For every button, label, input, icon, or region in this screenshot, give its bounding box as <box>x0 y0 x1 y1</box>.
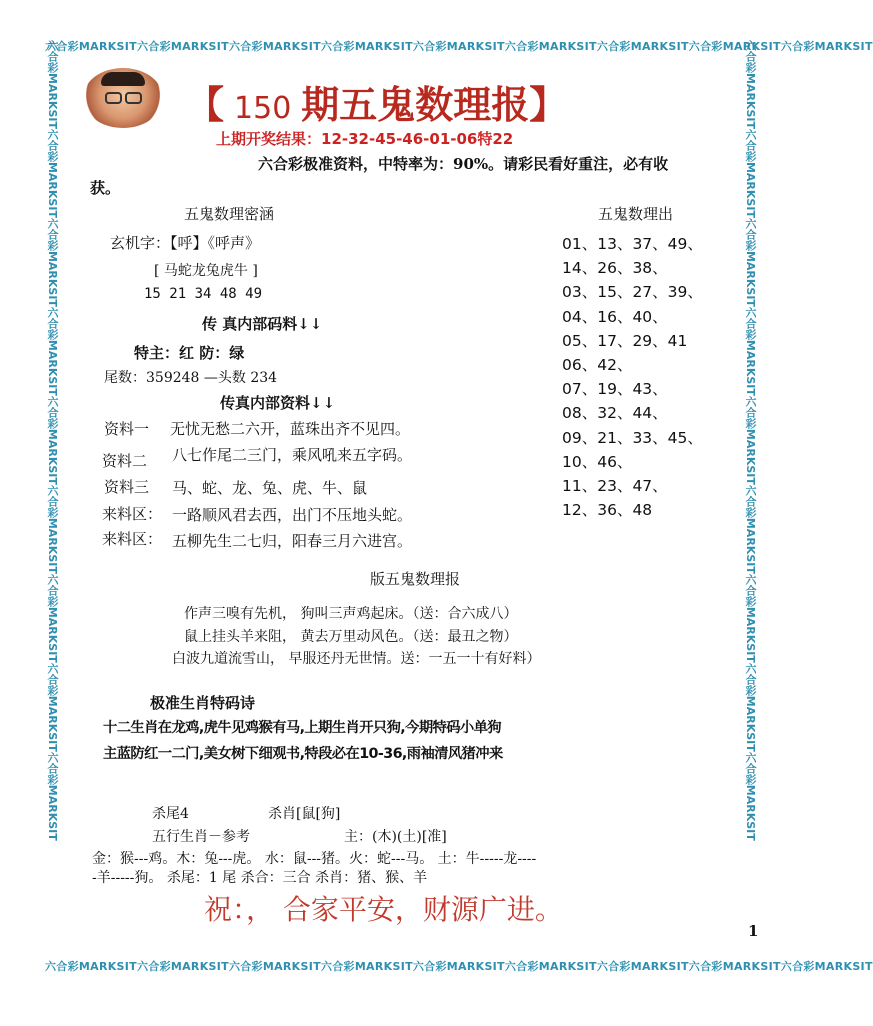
frame-bottom: 六合彩MARKSIT六合彩MARKSIT六合彩MARKSIT六合彩MARKSIT六合彩MARKSIT六合彩MARKSIT六合彩MARKSIT六合彩MARKSIT六合彩MARKSIT <box>45 960 873 973</box>
right-number-row: 05、17、29、41 <box>562 331 688 350</box>
blessing: 祝：， 合家平安，财源广进。 <box>204 893 563 926</box>
ziliao-text-4: 一路顺风君去西，出门不压地头蛇。 <box>172 506 413 524</box>
right-number-row: 03、15、27、39、 <box>562 283 703 302</box>
fax-line-2: 传真内部资料↓↓ <box>220 394 336 412</box>
right-number-row: 08、32、44、 <box>562 404 668 423</box>
wuxing-label: 五行生肖－参考 <box>152 829 250 845</box>
title-bracket-left: 【 <box>186 83 225 127</box>
fax-line-1: 传 真内部码料↓↓ <box>202 315 323 333</box>
poem-line-1: 作声三嗅有先机， 狗叫三声鸡起床。（送：合六成八） <box>184 606 518 622</box>
right-number-row: 04、16、40、 <box>562 307 668 326</box>
right-heading: 五鬼数理出 <box>598 205 674 223</box>
version-heading: 版五鬼数理报 <box>370 570 461 588</box>
wuxing-line-2: -羊-----狗。 杀尾：1 尾 杀合：三合 杀肖：猪、猴、羊 <box>92 870 428 886</box>
xuanji-line: 玄机字：【呼】《呼声》 <box>110 234 261 252</box>
ziliao-label-3: 资料三 <box>104 478 150 496</box>
ziliao-text-5: 五柳先生二七归，阳春三月六进宫。 <box>172 532 413 550</box>
poem-line-3: 白波九道流雪山， 早服还丹无世情。送：一五一十有好料） <box>172 651 541 667</box>
wuxing-main: 主：(木)(土)[准] <box>344 829 447 845</box>
ziliao-label-5: 来料区： <box>102 530 163 548</box>
right-number-row: 14、26、38、 <box>562 259 668 278</box>
title-text: 期五鬼数理报 <box>301 83 530 127</box>
ziliao-text-3: 马、蛇、龙、兔、虎、牛、鼠 <box>172 479 368 497</box>
right-number-row: 10、46、 <box>562 452 633 471</box>
ziliao-text-2: 八七作尾二三门，乘风吼来五字码。 <box>172 446 413 464</box>
kill-xiao: 杀肖[鼠[狗] <box>268 806 341 822</box>
frame-right: 六合彩MARKSIT六合彩MARKSIT六合彩MARKSIT六合彩MARKSIT六合彩MARKSIT六合彩MARKSIT六合彩MARKSIT六合彩MARKSIT六合彩MARKSIT <box>744 40 757 841</box>
right-number-row: 11、23、47、 <box>562 477 668 495</box>
ziliao-label-2: 资料二 <box>102 452 148 470</box>
intro-line-2: 获。 <box>90 179 121 197</box>
frame-top: 六合彩MARKSIT六合彩MARKSIT六合彩MARKSIT六合彩MARKSIT六合彩MARKSIT六合彩MARKSIT六合彩MARKSIT六合彩MARKSIT六合彩MARKSIT <box>45 40 873 53</box>
title-bracket-right: 】 <box>529 83 568 127</box>
poem-line-2: 鼠上挂头羊来阻， 黄去万里动风色。（送：最丑之物） <box>184 629 518 645</box>
numbers-line: 15 21 34 48 49 <box>144 286 263 302</box>
zodiac-line-2: 主蓝防红一二门,美女树下细观书,特段必在10-36,雨袖清风猪冲来 <box>103 746 503 762</box>
right-number-row: 12、36、48 <box>562 501 653 520</box>
last-result: 上期开奖结果：12-32-45-46-01-06特22 <box>216 130 514 148</box>
ziliao-label-4: 来料区： <box>102 505 163 523</box>
animals-line: [ 马蛇龙兔虎牛 ] <box>154 263 258 279</box>
right-number-row: 07、19、43、 <box>562 380 668 399</box>
intro-line-1: 六合彩极准资料，中特率为：90%。请彩民看好重注，必有收 <box>258 155 669 173</box>
te-zhu-line: 特主：红 防：绿 <box>134 344 245 362</box>
page-number: 1 <box>748 922 759 940</box>
right-number-row: 09、21、33、45、 <box>562 428 703 447</box>
issue-number: 150 <box>234 91 292 126</box>
weishu-line: 尾数：359248 —头数 234 <box>104 370 278 386</box>
right-number-row: 01、13、37、49、 <box>562 235 703 253</box>
right-number-row: 06、42、 <box>562 356 633 374</box>
page-title <box>186 74 567 129</box>
kill-wei: 杀尾4 <box>152 806 189 822</box>
wuxing-line-1: 金：猴---鸡。木：兔---虎。 水：鼠---猪。火：蛇---马。 土：牛-----龙---- <box>92 851 537 867</box>
ziliao-text-1: 无忧无愁二六开，蓝珠出齐不见四。 <box>170 420 411 438</box>
zodiac-line-1: 十二生肖在龙鸡,虎牛见鸡猴有马,上期生肖开只狗,今期特码小单狗 <box>103 720 502 736</box>
zodiac-heading: 极准生肖特码诗 <box>150 694 256 712</box>
left-heading: 五鬼数理密涵 <box>184 205 275 223</box>
frame-left: 六合彩MARKSIT六合彩MARKSIT六合彩MARKSIT六合彩MARKSIT六合彩MARKSIT六合彩MARKSIT六合彩MARKSIT六合彩MARKSIT六合彩MARKSIT <box>46 40 59 841</box>
author-avatar <box>83 68 163 128</box>
ziliao-label-1: 资料一 <box>104 420 150 438</box>
